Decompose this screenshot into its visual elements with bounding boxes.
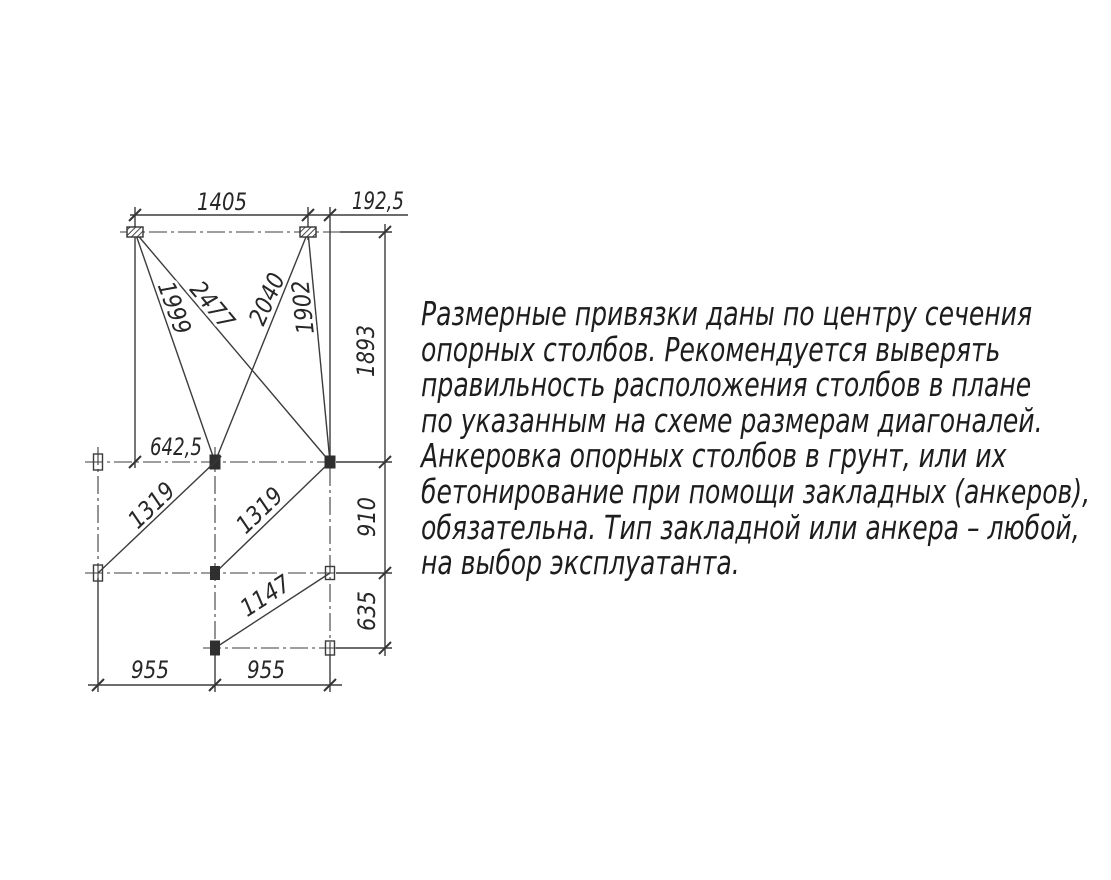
diagonal-1999 <box>135 232 215 462</box>
dim-label-top-right-offset: 192,5 <box>352 187 404 215</box>
note-line: Анкеровка опорных столбов в грунт, или их <box>421 436 1007 476</box>
dim-label-bottom-right: 955 <box>247 656 285 684</box>
diag-label-1147: 1147 <box>235 565 302 623</box>
post <box>211 641 220 655</box>
diagonal-2040 <box>215 232 308 462</box>
annotation-note <box>421 294 1091 583</box>
diag-label-1319-right: 1319 <box>230 476 294 540</box>
posts-hollow <box>94 454 335 655</box>
diag-label-1999: 1999 <box>151 277 200 345</box>
note-line: бетонирование при помощи закладных (анкеров), <box>421 471 1091 511</box>
post <box>211 567 220 580</box>
note-line: по указанным на схеме размерам диагоналей. <box>421 400 1043 440</box>
note-line: Размерные привязки даны по центру сечения <box>421 294 1033 333</box>
dim-label-right-bottom: 635 <box>353 585 381 631</box>
diag-label-1902: 1902 <box>285 271 320 336</box>
post <box>300 227 316 237</box>
dim-label-bottom-left: 955 <box>131 656 169 684</box>
diag-label-1319-left: 1319 <box>122 471 186 535</box>
diag-label-2040: 2040 <box>243 262 294 330</box>
diagonal-2477 <box>135 232 330 462</box>
dim-label-right-middle: 910 <box>353 491 381 537</box>
post <box>325 456 335 468</box>
note-line: обязательна. Тип закладной или анкера – любой, <box>421 507 1080 547</box>
note-line: правильность расположения столбов в плане <box>421 365 1032 405</box>
dim-label-right-top: 1893 <box>352 315 380 377</box>
dim-label-middle-offset: 642,5 <box>150 433 202 461</box>
note-line: опорных столбов. Рекомендуется выверять <box>421 329 1001 369</box>
note-line: на выбор эксплуатанта. <box>421 543 740 583</box>
tick-marks <box>92 209 391 691</box>
dim-label-top-width: 1405 <box>197 188 247 216</box>
post <box>127 227 143 237</box>
diagonal-1902 <box>308 232 330 462</box>
diag-label-2477: 2477 <box>184 275 245 341</box>
